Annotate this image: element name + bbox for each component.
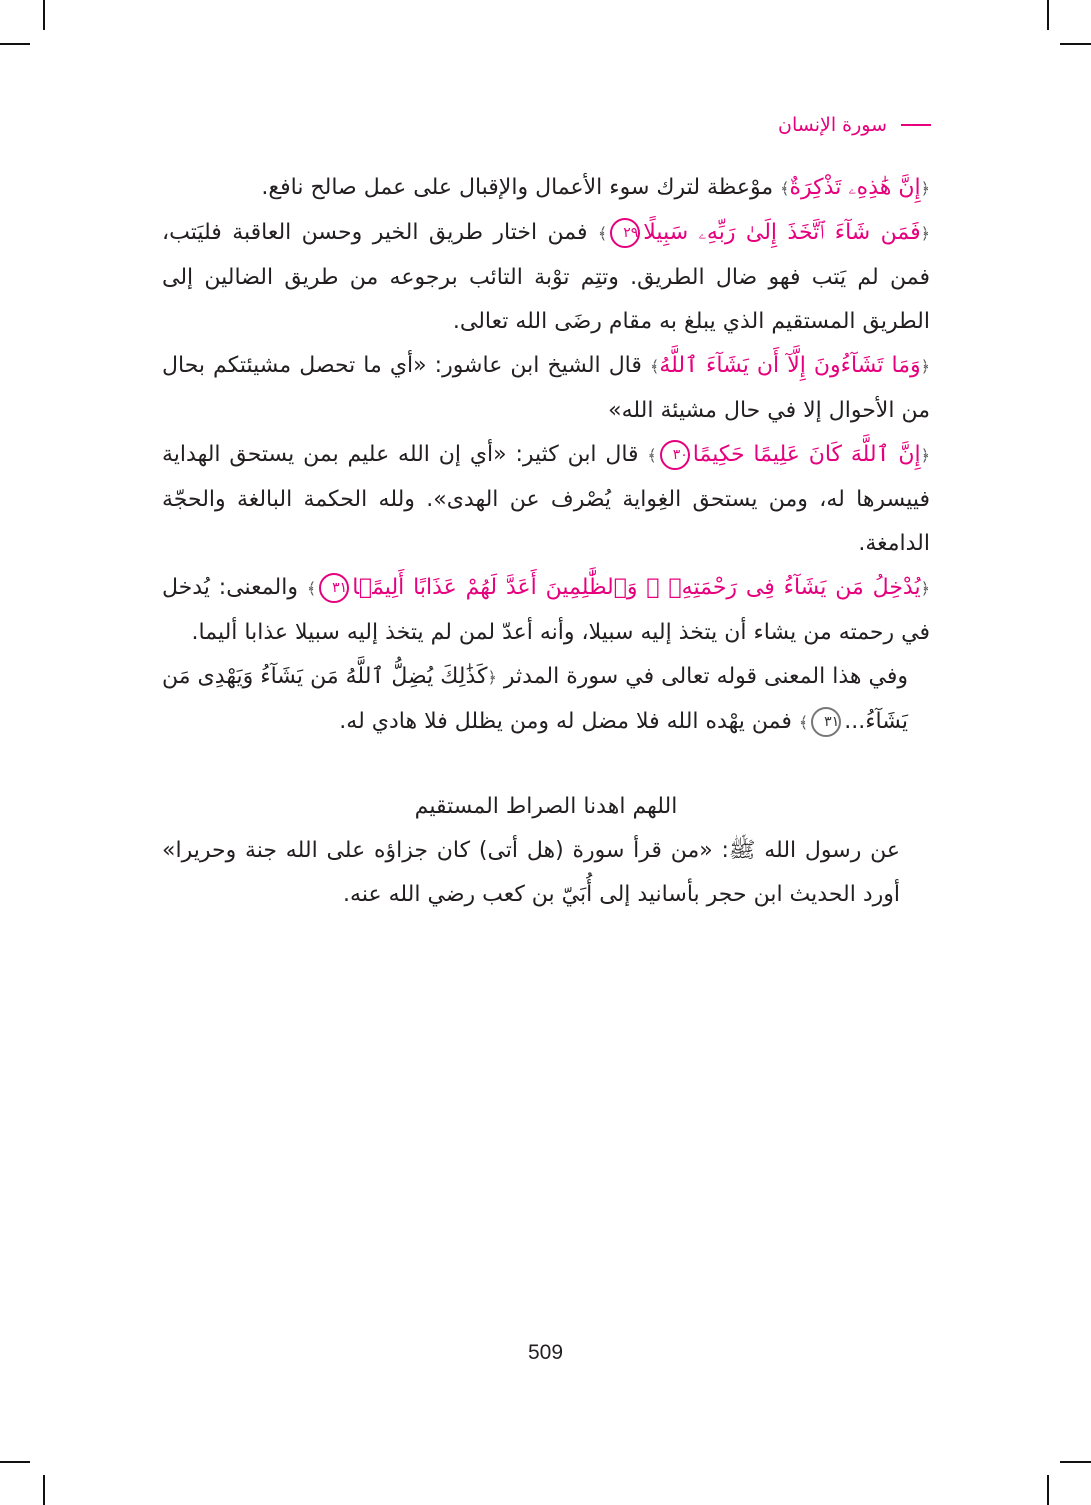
surah-title: سورة الإنسان bbox=[778, 114, 887, 136]
paragraph bbox=[162, 211, 930, 344]
ornate-bracket-close: ﴾ bbox=[780, 179, 790, 198]
crop-mark bbox=[1047, 1475, 1049, 1505]
verse-number-medallion: ٢٩ bbox=[610, 218, 640, 248]
header-rule bbox=[901, 124, 931, 126]
quran-verse: يُدْخِلُ مَن يَشَآءُ فِى رَحْمَتِهِۦ ۚ وَٱلظَّٰلِمِينَ أَعَدَّ لَهُمْ عَذَابًا أَلِيمًۢا bbox=[352, 575, 921, 600]
quran-verse: وَمَا تَشَآءُونَ إِلَّآ أَن يَشَآءَ ٱللَّهُ bbox=[659, 353, 921, 378]
crop-mark bbox=[0, 43, 30, 45]
crop-mark bbox=[1060, 1461, 1091, 1463]
ornate-bracket-close: ﴾ bbox=[597, 224, 608, 243]
commentary-text: موْعظة لترك سوء الأعمال والإقبال على عمل صالح نافع. bbox=[261, 175, 774, 200]
crop-mark bbox=[43, 1475, 45, 1505]
quran-verse: إِنَّ هَٰذِهِۦ تَذْكِرَةٌ bbox=[789, 175, 921, 200]
paragraph bbox=[162, 566, 930, 655]
ornate-bracket-close: ﴾ bbox=[647, 446, 657, 465]
hadith-paragraph bbox=[162, 829, 930, 917]
commentary-text: قال الشيخ ابن عاشور: «أي ما تحصل مشيئتكم بحال من الأحوال إلا في حال مشيئة الله» bbox=[162, 353, 930, 423]
verse-number-medallion: ٣١ bbox=[811, 707, 841, 737]
paragraph-muddathir bbox=[162, 655, 930, 745]
quran-verse: إِنَّ ٱللَّهَ كَانَ عَلِيمًا حَكِيمًا bbox=[692, 442, 921, 467]
commentary-text: فمن يهْده الله فلا مضل له ومن يظلل فلا هادي له. bbox=[339, 709, 792, 734]
ornate-bracket-open: ﴿ bbox=[487, 668, 497, 687]
crop-mark bbox=[1047, 0, 1049, 30]
page-number: 509 bbox=[527, 1341, 564, 1364]
ornate-bracket-open: ﴿ bbox=[920, 579, 930, 598]
paragraph bbox=[162, 344, 930, 433]
quran-verse: كَذَٰلِكَ يُضِلُّ ٱللَّهُ مَن يَشَآءُ وَيَهْدِى مَن يَشَآءُ... bbox=[162, 664, 908, 734]
paragraph bbox=[162, 166, 930, 211]
crop-mark bbox=[1060, 43, 1091, 45]
commentary-text: والمعنى: يُدخل في رحمته من يشاء أن يتخذ إليه سبيلا، وأنه أعدّ لمن لم يتخذ إليه سبيلا عذابا أليما. bbox=[162, 575, 930, 645]
ornate-bracket-open: ﴿ bbox=[920, 224, 930, 243]
ornate-bracket-open: ﴿ bbox=[920, 446, 930, 465]
verse-number-medallion: ٣٠ bbox=[660, 440, 690, 470]
ornate-bracket-open: ﴿ bbox=[920, 357, 930, 376]
crop-mark bbox=[43, 0, 45, 30]
commentary-body bbox=[162, 166, 930, 917]
ornate-bracket-open: ﴿ bbox=[920, 179, 930, 198]
commentary-text: وفي هذا المعنى قوله تعالى في سورة المدثر bbox=[503, 664, 908, 689]
commentary-text: قال ابن كثير: «أي إن الله عليم بمن يستحق الهداية فييسرها له، ومن يستحق الغِواية يُصْرف عن الهدى». ولله الحكمة البالغة والحجّة الدامغة. bbox=[162, 442, 930, 556]
commentary-text: فمن اختار طريق الخير وحسن العاقبة فليَتب، فمن لم يَتب فهو ضال الطريق. وتتِم توْبة التائب برجوعه من طريق الضالين إلى الطريق المستقيم الذي يبلغ به مقام رضَى الله تعالى. bbox=[162, 220, 930, 334]
hadith-text: عن رسول الله ﷺ: «من قرأ سورة (هل أتى) كان جزاؤه على الله جنة وحريرا» أورد الحديث ابن حجر بأسانيد إلى أُبَيّ بن كعب رضي الله عنه. bbox=[162, 838, 900, 907]
crop-mark bbox=[0, 1461, 30, 1463]
ornate-bracket-close: ﴾ bbox=[306, 579, 317, 598]
supplication: اللهم اهدنا الصراط المستقيم bbox=[414, 794, 678, 819]
ornate-bracket-close: ﴾ bbox=[798, 713, 809, 732]
paragraph bbox=[162, 433, 930, 566]
quran-verse: فَمَن شَآءَ ٱتَّخَذَ إِلَىٰ رَبِّهِۦ سَبِيلًا bbox=[643, 220, 921, 245]
running-header bbox=[778, 114, 931, 136]
verse-number-medallion: ٣١ bbox=[319, 573, 349, 603]
ornate-bracket-close: ﴾ bbox=[649, 357, 660, 376]
